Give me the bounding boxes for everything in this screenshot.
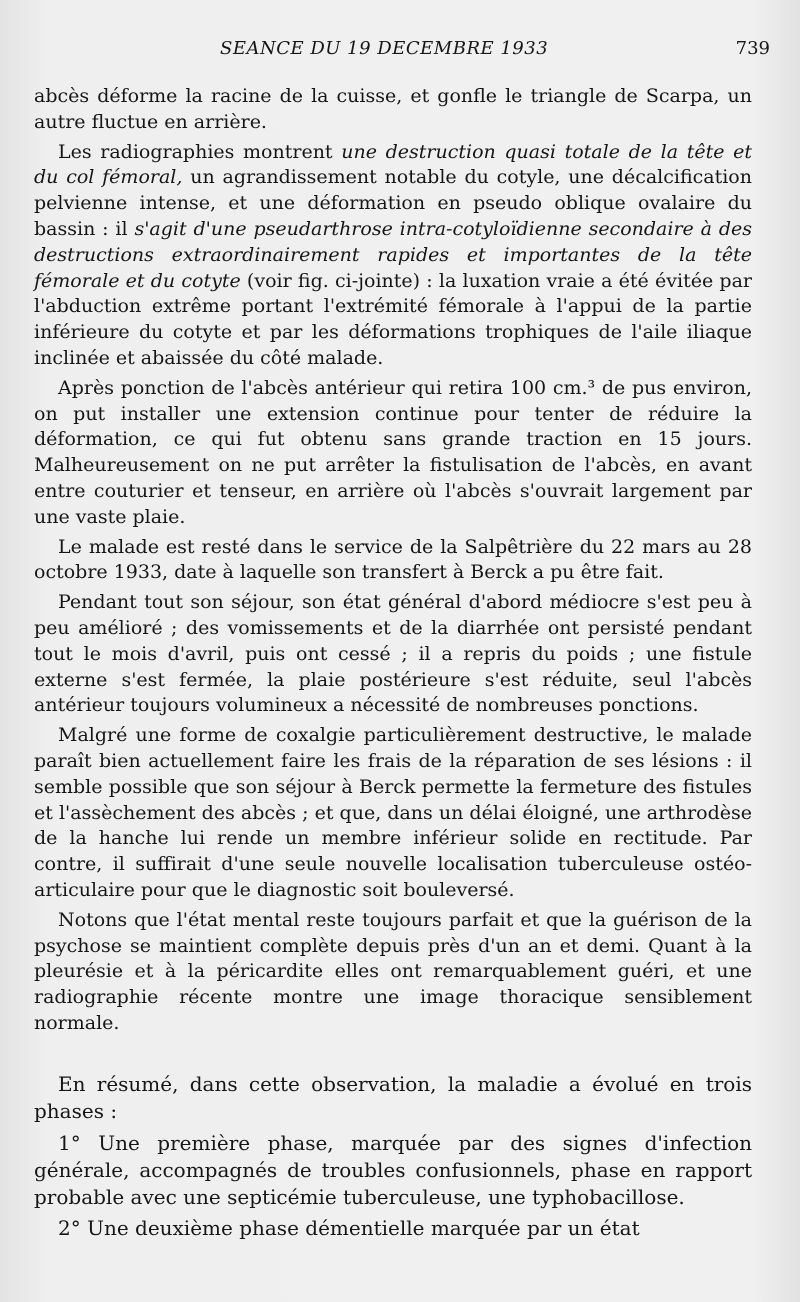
text-run: (voir fig. ci-jointe) : la luxation vraie a été évitée par l'abduction extrême portant l'extrémité fémorale à l'appui de la partie inférieure du cotyte et par les déformations trophiques de l'aile iliaque inclinée et abaissée du côté malade. [34,269,752,369]
text-run: Malgré une forme de coxalgie particulièrement destructive, le malade paraît bien actuellement faire les frais de la réparation de ses lésions : il semble possible que son séjour à Berck permette la fermeture des fistules et l'assèchement des abcès ; et que, dans un délai éloigné, une arthrodèse de la hanche lui rende un membre inférieur solide en rectitude. Par contre, il suffirait d'une seule nouvelle localisation tuberculeuse ostéo-articulaire pour que le diagnostic soit bouleversé. [34,724,752,901]
running-header [0,38,800,62]
text-run: Après ponction de l'abcès antérieur qui retira 100 cm.³ de pus environ, on put installer une extension continue pour tenter de réduire la déformation, ce qui fut obtenu sans grande traction en 15 jours. Malheureusement on ne put arrêter la fistulisation de l'abcès, en avant entre couturier et tenseur, en arrière où l'abcès s'ouvrait largement par une vaste plaie. [34,376,752,528]
page-number: 739 [735,38,770,59]
italic-run: s'agit d'une pseudarthrose intra-cotyloïdienne secondaire à des destructions extraordinairement rapides et importantes de la tête fémorale et du cotyte [34,217,752,292]
text-run: Les radiographies montrent [58,140,342,163]
text-run: En résumé, dans cette observation, la maladie a évolué en trois phases : [34,1071,752,1123]
body-text [34,84,752,1242]
text-run: abcès déforme la racine de la cuisse, et gonfle le triangle de Scarpa, un autre fluctue en arrière. [34,85,752,133]
paragraph [34,908,752,1037]
paragraph [34,535,752,587]
paragraph [34,1215,752,1242]
text-run: un agrandissement notable du cotyle, une décalcification pelvienne intense, et une déformation en pseudo oblique ovalaire du bassin : il [34,166,752,240]
paragraph [34,1130,752,1211]
text-run: Le malade est resté dans le service de la Salpêtrière du 22 mars au 28 octobre 1933, date à laquelle son transfert à Berck a pu être fait. [34,535,752,584]
text-run: 1° Une première phase, marquée par des signes d'infection générale, accompagnés de troubles confusionnels, phase en rapport probable avec une septicémie tuberculeuse, une typhobacillose. [34,1130,752,1209]
paragraph [34,590,752,719]
text-run: 2° Une deuxième phase démentielle marquée par un état [58,1215,640,1240]
paragraph [34,376,752,531]
paragraph [34,1071,752,1125]
paragraph [34,84,752,136]
header-title: SEANCE DU 19 DECEMBRE 1933 [220,38,549,59]
text-run: Pendant tout son séjour, son état général d'abord médiocre s'est peu à peu amélioré ; des vomissements et de la diarrhée ont persisté pendant tout le mois d'avril, puis ont cessé ; il a repris du poids ; une fistule externe s'est fermée, la plaie postérieure s'est réduite, seul l'abcès antérieur toujours volumineux a nécessité de nombreuses ponctions. [34,591,752,717]
text-run: Notons que l'état mental reste toujours parfait et que la guérison de la psychose se maintient complète depuis près d'un an et demi. Quant à la pleurésie et à la péricardite elles ont remarquablement guéri, et une radiographie récente montre une image thoracique sensiblement normale. [34,908,752,1034]
paragraph [34,723,752,904]
paragraph [34,140,752,372]
italic-run: une destruction quasi totale de la tête et du col fémoral, [34,140,753,189]
